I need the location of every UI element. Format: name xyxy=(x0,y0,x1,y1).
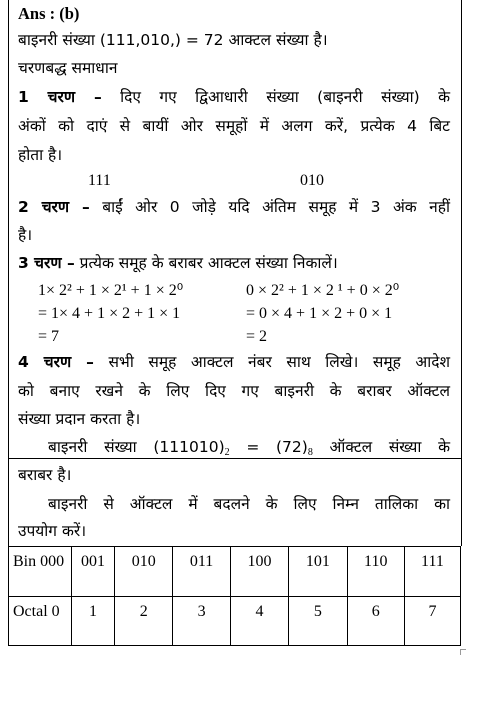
result-line-2: बराबर है। xyxy=(18,466,72,484)
bin-cell: 010 xyxy=(115,547,173,597)
octal-cell: 5 xyxy=(289,596,347,646)
corner-mark xyxy=(460,649,466,655)
step-4-line-1 xyxy=(18,352,450,372)
bin-cell: 110 xyxy=(347,547,404,597)
step-3-text: प्रत्येक समूह के बराबर आक्टल संख्या निकालें। xyxy=(79,254,338,272)
conversion-table xyxy=(8,546,461,646)
step-2-line-2: है। xyxy=(18,226,33,244)
step-3-label: 3 चरण – xyxy=(18,254,75,272)
octal-cell: 3 xyxy=(173,596,230,646)
octal-cell: 2 xyxy=(115,596,173,646)
calc-right-2: = 0 × 4 + 1 × 2 + 0 × 1 xyxy=(246,305,393,322)
step-1-line-2: अंकों को दाएं से बायीं ओर समूहों में अलग करें, प्रत्येक 4 बिट xyxy=(18,117,450,135)
step-3-line-1 xyxy=(18,253,338,273)
bin-cell: 111 xyxy=(404,547,460,597)
step-2-text: बाईं ओर 0 जोड़े यदि अंतिम समूह में 3 अंक नहीं xyxy=(102,198,450,216)
octal-cell: 4 xyxy=(230,596,288,646)
intro-text: बाइनरी संख्या (111,010,) = 72 आक्टल संख्या है। xyxy=(18,31,328,49)
octal-header: Octal 0 xyxy=(9,596,72,646)
step-2-label: 2 चरण – xyxy=(18,198,90,216)
calc-right-1: 0 × 2² + 1 × 2 ¹ + 0 × 2⁰ xyxy=(246,282,400,299)
answer-label: Ans : xyxy=(18,4,56,23)
bin-cell: 100 xyxy=(230,547,288,597)
table-row-bin xyxy=(9,547,461,597)
result-base2: 2 xyxy=(224,447,230,458)
result-base8: 8 xyxy=(307,447,313,458)
octal-cell: 1 xyxy=(72,596,115,646)
group-2: 010 xyxy=(300,172,324,189)
calc-left-3: = 7 xyxy=(38,328,60,345)
group-1: 111 xyxy=(88,172,111,189)
result-suffix: ऑक्टल संख्या के xyxy=(312,438,450,456)
octal-cell: 6 xyxy=(347,596,404,646)
step-1-text: दिए गए द्विआधारी संख्या (बाइनरी संख्या) के xyxy=(120,88,450,106)
table-intro-line-2: उपयोग करें। xyxy=(18,522,87,540)
step-4-text: सभी समूह आक्टल नंबर साथ लिखे। समूह आदेश xyxy=(108,353,450,371)
bin-cell: 101 xyxy=(289,547,347,597)
step-2-line-1 xyxy=(18,197,450,217)
table-intro-line-1: बाइनरी से ऑक्टल में बदलने के लिए निम्न तालिका का xyxy=(48,495,450,513)
result-prefix: बाइनरी संख्या (111010) xyxy=(48,438,225,456)
bin-cell: 011 xyxy=(173,547,230,597)
result-line-1 xyxy=(48,437,450,463)
calc-right-3: = 2 xyxy=(246,328,268,345)
solution-heading: चरणबद्ध समाधान xyxy=(18,59,118,77)
octal-cell: 7 xyxy=(404,596,460,646)
step-4-line-3: संख्या प्रदान करता है। xyxy=(18,410,141,428)
step-4-label: 4 चरण – xyxy=(18,353,94,371)
step-1-line-3: होता है। xyxy=(18,146,63,164)
step-1-line-1 xyxy=(18,87,450,107)
step-1-label: 1 चरण – xyxy=(18,88,102,106)
answer-line xyxy=(18,4,79,24)
answer-option: (b) xyxy=(59,4,80,23)
result-middle: = (72) xyxy=(229,438,308,456)
step-4-line-2: को बनाए रखने के लिए दिए गए बाइनरी के बराबर ऑक्टल xyxy=(18,382,450,400)
bin-header: Bin 000 xyxy=(9,547,72,597)
bin-cell: 001 xyxy=(72,547,115,597)
calc-left-2: = 1× 4 + 1 × 2 + 1 × 1 xyxy=(38,305,181,322)
table-row-octal xyxy=(9,596,461,646)
calc-left-1: 1× 2² + 1 × 2¹ + 1 × 2⁰ xyxy=(38,282,184,299)
